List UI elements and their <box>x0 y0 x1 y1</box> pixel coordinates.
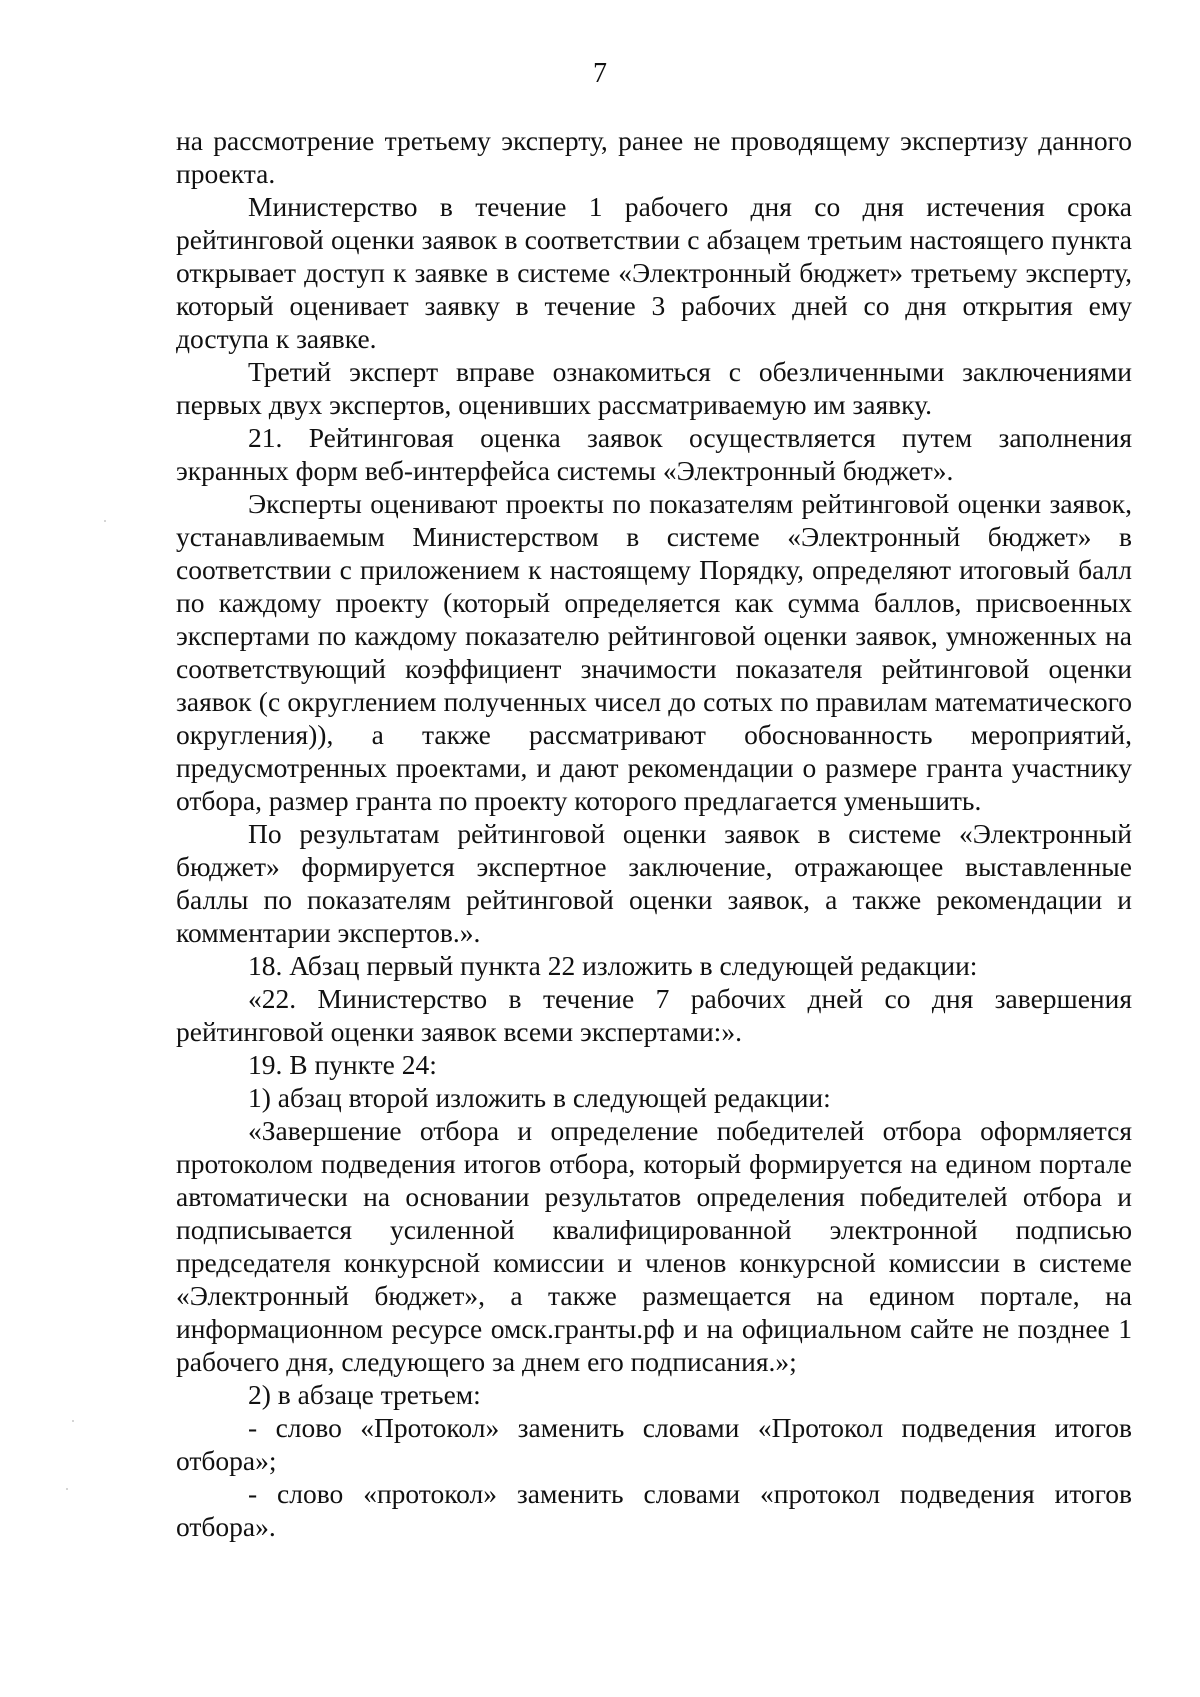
paragraph: 21. Рейтинговая оценка заявок осуществляется путем заполнения экранных форм веб-интерфейса системы «Электронный бюджет». <box>176 422 1132 486</box>
paragraph: 18. Абзац первый пункта 22 изложить в следующей редакции: <box>248 950 978 981</box>
paragraph: на рассмотрение третьему эксперту, ранее не проводящему экспертизу данного проекта. <box>176 125 1132 189</box>
scan-speck <box>66 1488 68 1490</box>
paragraph: Эксперты оценивают проекты по показателям рейтинговой оценки заявок, устанавливаемым Министерством в системе «Электронный бюджет» в соответствии с приложением к настоящему Порядку, определяют итоговый балл по каждому проекту (который определяется как сумма баллов, присвоенных экспертами по каждому показателю рейтинговой оценки заявок, умноженных на соответствующий коэффициент значимости показателя рейтинговой оценки заявок (с округлением полученных чисел до сотых по правилам математического округления)), а также рассматривают обоснованность мероприятий, предусмотренных проектами, и дают рекомендации о размере гранта участнику отбора, размер гранта по проекту которого предлагается уменьшить. <box>176 488 1132 816</box>
paragraph: Третий эксперт вправе ознакомиться с обезличенными заключениями первых двух экспертов, оценивших рассматриваемую им заявку. <box>176 356 1132 420</box>
paragraph: - слово «Протокол» заменить словами «Протокол подведения итогов отбора»; <box>176 1412 1132 1476</box>
paragraph: 2) в абзаце третьем: <box>248 1379 481 1410</box>
paragraph: 1) абзац второй изложить в следующей редакции: <box>248 1082 831 1113</box>
paragraph: По результатам рейтинговой оценки заявок в системе «Электронный бюджет» формируется экспертное заключение, отражающее выставленные баллы по показателям рейтинговой оценки заявок, а также рекомендации и комментарии экспертов.». <box>176 818 1132 948</box>
page-number: 7 <box>593 58 607 89</box>
paragraph: «22. Министерство в течение 7 рабочих дней со дня завершения рейтинговой оценки заявок всеми экспертами:». <box>176 983 1132 1047</box>
paragraph: «Завершение отбора и определение победителей отбора оформляется протоколом подведения итогов отбора, который формируется на едином портале автоматически на основании результатов определения победителей отбора и подписывается усиленной квалифицированной электронной подписью председателя конкурсной комиссии и членов конкурсной комиссии в системе «Электронный бюджет», а также размещается на едином портале, на информационном ресурсе омск.гранты.рф и на официальном сайте не позднее 1 рабочего дня, следующего за днем его подписания.»; <box>176 1115 1132 1377</box>
paragraph: 19. В пункте 24: <box>248 1049 437 1080</box>
scan-speck <box>72 1420 74 1422</box>
paragraph: Министерство в течение 1 рабочего дня со дня истечения срока рейтинговой оценки заявок в соответствии с абзацем третьим настоящего пункта открывает доступ к заявке в системе «Электронный бюджет» третьему эксперту, который оценивает заявку в течение 3 рабочих дней со дня открытия ему доступа к заявке. <box>176 191 1132 354</box>
paragraph: - слово «протокол» заменить словами «протокол подведения итогов отбора». <box>176 1478 1132 1542</box>
document-body <box>176 124 1132 1543</box>
scan-speck <box>104 520 106 522</box>
